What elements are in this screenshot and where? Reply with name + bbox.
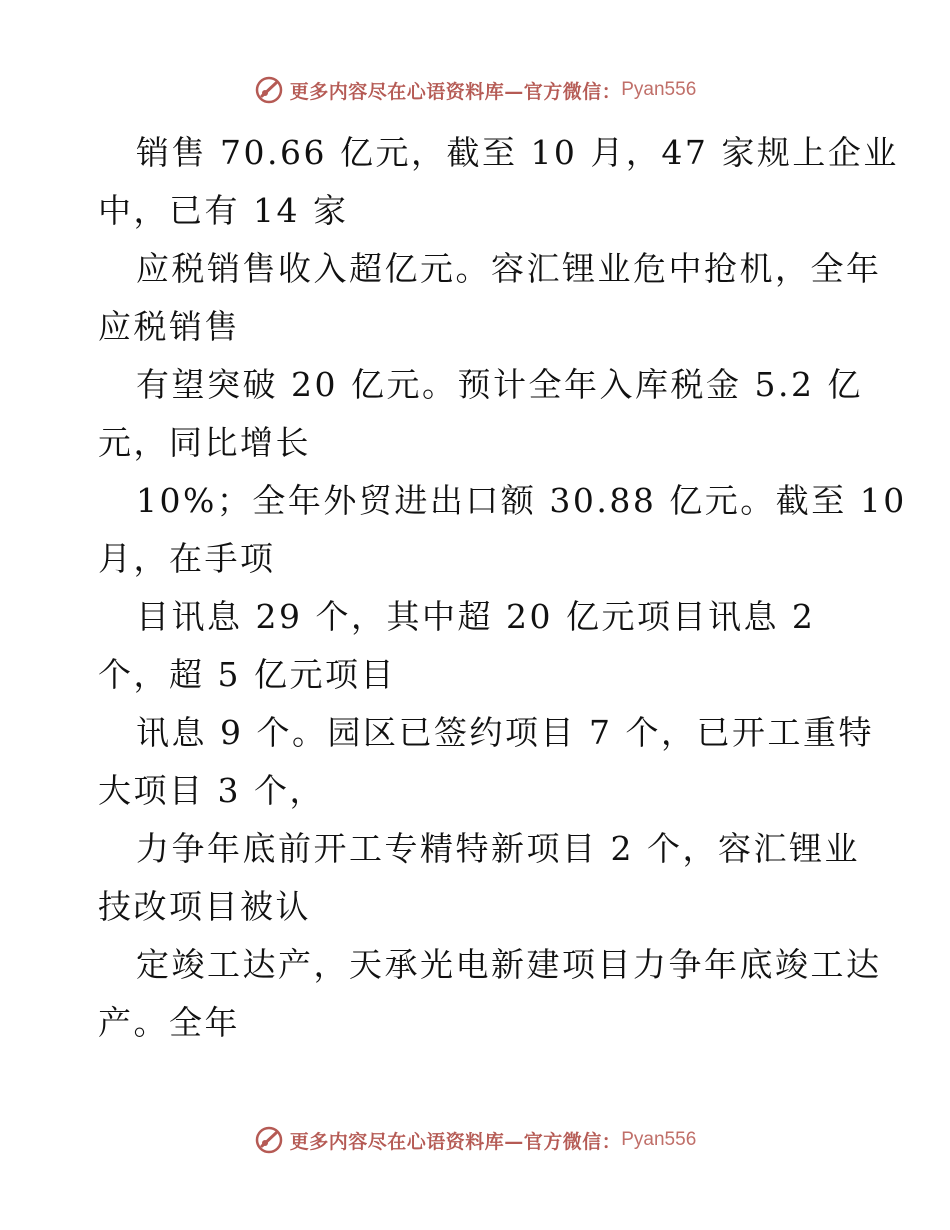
paragraph [98,356,863,472]
paragraph [98,472,907,588]
paragraph-line: 应税销售收入超亿元。容汇锂业危中抢机，全年 [136,249,882,288]
paragraph-line: 个，超 5 亿元项目 [98,655,396,694]
paragraph-line: 月，在手项 [98,539,276,578]
document-body [98,124,907,1052]
paragraph-line: 大项目 3 个， [98,771,325,810]
paragraph-line: 定竣工达产，天承光电新建项目力争年底竣工达 [136,945,882,984]
paragraph-line: 10%；全年外贸进出口额 30.88 亿元。截至 10 [136,481,907,520]
paragraph-line: 元，同比增长 [98,423,311,462]
paragraph [98,240,882,356]
paragraph [98,936,882,1052]
paragraph-line: 中，已有 14 家 [98,191,349,230]
header-banner [0,70,950,110]
paragraph-line: 应税销售 [98,307,240,346]
paragraph-line: 有望突破 20 亿元。预计全年入库税金 5.2 亿 [136,365,863,404]
banner-account: Pyan556 [621,79,697,100]
paragraph-line: 技改项目被认 [98,887,311,926]
paragraph [98,820,858,936]
brand-logo-icon [254,75,284,105]
paragraph-line: 讯息 9 个。园区已签约项目 7 个，已开工重特 [136,713,874,752]
banner-text: 更多内容尽在心语资料库—官方微信： [289,1130,622,1153]
paragraph-line: 目讯息 29 个，其中超 20 亿元项目讯息 2 [136,597,816,636]
paragraph-line: 力争年底前开工专精特新项目 2 个，容汇锂业 [136,829,860,868]
paragraph-line: 销售 70.66 亿元，截至 10 月，47 家规上企业 [136,133,899,172]
paragraph [98,124,899,240]
paragraph [98,704,874,820]
banner-text: 更多内容尽在心语资料库—官方微信： [289,80,622,103]
brand-logo-icon [254,1125,284,1155]
paragraph-line: 产。全年 [98,1003,240,1042]
footer-banner [0,1120,950,1160]
banner-account: Pyan556 [621,1129,697,1150]
paragraph [98,588,858,704]
